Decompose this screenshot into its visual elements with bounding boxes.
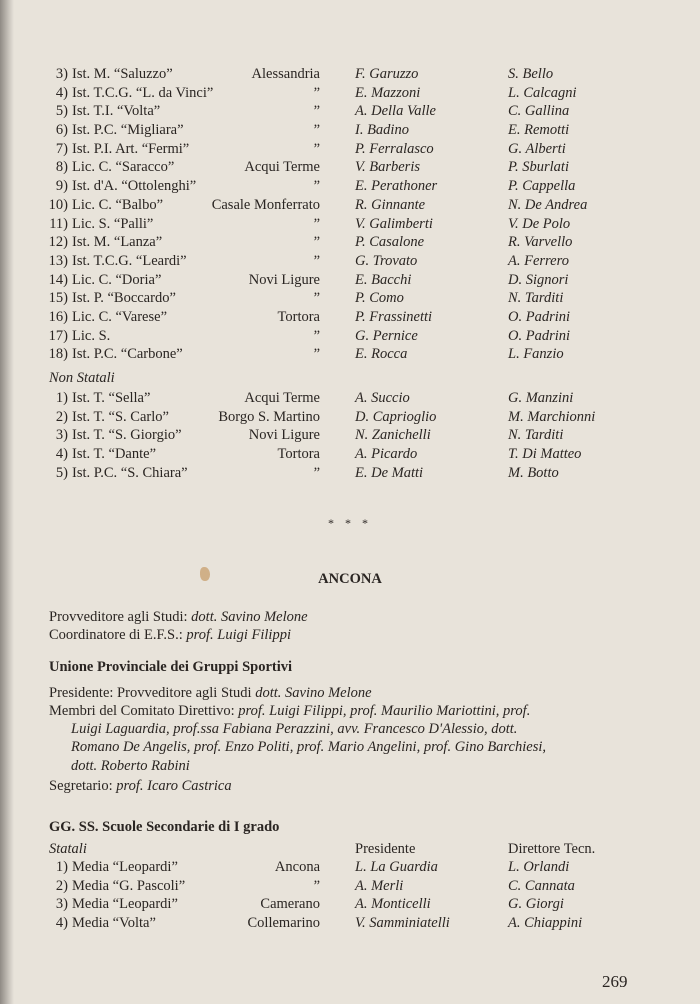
city: ” [313, 252, 320, 269]
table-row [0, 271, 700, 290]
school-name: Lic. S. [72, 327, 111, 344]
director-name: N. Tarditi [508, 427, 564, 444]
city: Camerano [260, 896, 320, 913]
unione-heading: Unione Provinciale dei Gruppi Sportivi [49, 659, 293, 675]
table-row [0, 102, 700, 121]
president-name: A. Picardo [355, 446, 418, 463]
director-name: L. Fanzio [508, 346, 564, 363]
table-row [0, 252, 700, 271]
director-name: N. De Andrea [508, 196, 588, 213]
row-number: 1) [55, 859, 68, 875]
school-name: Lic. C. “Varese” [72, 308, 168, 325]
row-number: 3) [55, 896, 68, 913]
school-name: Media “G. Pascoli” [72, 877, 186, 894]
director-name: N. Tarditi [508, 290, 564, 307]
row-number: 7) [55, 140, 68, 157]
table-row [0, 426, 700, 445]
non-statali-label: Non Statali [49, 370, 115, 386]
table-row [0, 408, 700, 427]
row-number: 3) [55, 66, 68, 82]
gg-list [0, 858, 700, 933]
director-name: G. Giorgi [508, 896, 564, 913]
director-name: C. Gallina [508, 103, 570, 120]
city: Novi Ligure [248, 271, 320, 288]
table-row [0, 895, 700, 914]
city: Ancona [274, 859, 320, 875]
school-name: Media “Volta” [72, 915, 156, 932]
school-name: Lic. C. “Balbo” [72, 196, 164, 213]
table-row [0, 877, 700, 896]
presidente-label: Presidente: Provveditore agli Studi [49, 685, 252, 701]
school-name: Ist. T. “S. Giorgio” [72, 427, 182, 444]
president-name: D. Caprioglio [355, 408, 437, 425]
row-number: 15) [48, 290, 68, 307]
table-row [0, 327, 700, 346]
table-row [0, 308, 700, 327]
row-number: 4) [55, 446, 68, 463]
row-number: 9) [55, 178, 68, 195]
row-number: 3) [55, 427, 68, 444]
school-name: Ist. P.C. “Migliara” [72, 122, 184, 139]
table-row [0, 215, 700, 234]
president-name: V. Samminiatelli [355, 915, 450, 932]
presidente-line [49, 684, 659, 702]
city: Borgo S. Martino [218, 408, 320, 425]
membri-line3: Romano De Angelis, prof. Enzo Politi, prof. Mario Angelini, prof. Gino Barchiesi, [71, 739, 546, 756]
president-name: E. Bacchi [355, 271, 412, 288]
director-name: T. Di Matteo [508, 446, 582, 463]
membri-line4: dott. Roberto Rabini [71, 757, 190, 774]
director-name: M. Botto [508, 464, 559, 481]
presidente-value: dott. Savino Melone [255, 685, 372, 701]
school-name: Ist. P. “Boccardo” [72, 290, 176, 307]
president-name: P. Como [355, 290, 404, 307]
coordinatore-value: prof. Luigi Filippi [186, 627, 291, 643]
city: Tortora [277, 446, 320, 463]
coordinatore-label: Coordinatore di E.F.S.: [49, 627, 183, 643]
school-name: Ist. T. “Dante” [72, 446, 157, 463]
president-name: A. Succio [355, 390, 410, 406]
non-statali-list [0, 389, 700, 482]
row-number: 2) [55, 408, 68, 425]
table-row [0, 158, 700, 177]
school-name: Ist. P.C. “Carbone” [72, 346, 183, 363]
school-name: Ist. T. “S. Carlo” [72, 408, 169, 425]
director-name: G. Manzini [508, 390, 574, 406]
director-name: R. Varvello [508, 234, 573, 251]
table-row [0, 345, 700, 364]
director-name: P. Cappella [508, 178, 576, 195]
city: ” [313, 464, 320, 481]
city: ” [313, 290, 320, 307]
school-name: Lic. C. “Doria” [72, 271, 162, 288]
director-name: V. De Polo [508, 215, 571, 232]
city: Collemarino [247, 915, 320, 932]
city: Acqui Terme [244, 159, 320, 176]
president-name: P. Casalone [355, 234, 425, 251]
table-row [0, 858, 700, 877]
director-name: L. Orlandi [508, 859, 570, 875]
president-name: G. Trovato [355, 252, 418, 269]
president-name: G. Pernice [355, 327, 418, 344]
table-row [0, 289, 700, 308]
president-name: P. Ferralasco [355, 140, 434, 157]
row-number: 8) [55, 159, 68, 176]
segretario-value: prof. Icaro Castrica [116, 778, 232, 794]
provveditore-label: Provveditore agli Studi: [49, 609, 188, 625]
city: ” [313, 234, 320, 251]
row-number: 18) [48, 346, 68, 363]
director-name: P. Sburlati [508, 159, 569, 176]
segretario-label: Segretario: [49, 778, 113, 794]
city: Tortora [277, 308, 320, 325]
director-name: O. Padrini [508, 327, 571, 344]
president-name: I. Badino [355, 122, 409, 139]
city: ” [313, 140, 320, 157]
col-director: Direttore Tecn. [508, 841, 596, 857]
president-name: P. Frassinetti [355, 308, 433, 325]
table-row [0, 140, 700, 159]
director-name: C. Cannata [508, 877, 575, 894]
table-row [0, 914, 700, 933]
director-name: A. Ferrero [508, 252, 569, 269]
president-name: A. Merli [355, 877, 404, 894]
table-row [0, 84, 700, 103]
president-name: A. Monticelli [355, 896, 431, 913]
president-name: E. De Matti [355, 464, 424, 481]
separator: * * * [328, 516, 372, 530]
row-number: 12) [48, 234, 68, 251]
president-name: N. Zanichelli [355, 427, 431, 444]
director-name: G. Alberti [508, 140, 566, 157]
president-name: V. Barberis [355, 159, 420, 176]
row-number: 10) [48, 196, 68, 213]
school-name: Ist. T.I. “Volta” [72, 103, 161, 120]
director-name: M. Marchionni [508, 408, 596, 425]
city: ” [313, 215, 320, 232]
gg-header-row [0, 840, 700, 859]
director-name: L. Calcagni [508, 84, 577, 101]
school-name: Lic. S. “Palli” [72, 215, 154, 232]
table-row [0, 389, 700, 408]
col-president: Presidente [355, 841, 416, 857]
row-number: 4) [55, 84, 68, 101]
city: ” [313, 877, 320, 894]
statali-label: Statali [49, 841, 87, 857]
director-name: O. Padrini [508, 308, 571, 325]
city: ” [313, 346, 320, 363]
president-name: E. Rocca [355, 346, 408, 363]
provveditore-value: dott. Savino Melone [191, 609, 308, 625]
membri-block [49, 702, 659, 775]
director-name: D. Signori [508, 271, 569, 288]
row-number: 16) [48, 308, 68, 325]
row-number: 5) [55, 103, 68, 120]
president-name: L. La Guardia [355, 859, 438, 875]
president-name: R. Ginnante [355, 196, 426, 213]
table-row [0, 177, 700, 196]
row-number: 5) [55, 464, 68, 481]
president-name: F. Garuzzo [355, 66, 419, 82]
row-number: 6) [55, 122, 68, 139]
row-number: 14) [48, 271, 68, 288]
school-name: Ist. M. “Saluzzo” [72, 66, 173, 82]
city: Novi Ligure [248, 427, 320, 444]
province-title: ANCONA [318, 571, 382, 587]
row-number: 4) [55, 915, 68, 932]
table-row [0, 121, 700, 140]
row-number: 2) [55, 877, 68, 894]
city: ” [313, 84, 320, 101]
table-row [0, 196, 700, 215]
president-name: V. Galimberti [355, 215, 433, 232]
city: ” [313, 327, 320, 344]
provveditore-line [49, 608, 659, 626]
row-number: 13) [48, 252, 68, 269]
school-name: Ist. P.C. “S. Chiara” [72, 464, 188, 481]
director-name: A. Chiappini [508, 915, 583, 932]
school-name: Media “Leopardi” [72, 859, 178, 875]
president-name: E. Mazzoni [355, 84, 421, 101]
school-name: Ist. d'A. “Ottolenghi” [72, 178, 197, 195]
school-name: Ist. T. “Sella” [72, 390, 151, 406]
school-name: Media “Leopardi” [72, 896, 178, 913]
row-number: 11) [49, 215, 68, 232]
table-row [0, 445, 700, 464]
city: ” [313, 103, 320, 120]
school-name: Ist. T.C.G. “L. da Vinci” [72, 84, 214, 101]
city: ” [313, 122, 320, 139]
director-name: E. Remotti [508, 122, 570, 139]
city: Alessandria [251, 66, 320, 82]
city: Acqui Terme [244, 390, 320, 406]
row-number: 17) [48, 327, 68, 344]
membri-label: Membri del Comitato Direttivo: [49, 703, 235, 719]
statali-list [0, 65, 700, 364]
table-row [0, 464, 700, 483]
president-name: A. Della Valle [355, 103, 436, 120]
segretario-line [49, 777, 659, 795]
membri-line1: prof. Luigi Filippi, prof. Maurilio Mariottini, prof. [238, 703, 531, 719]
school-name: Lic. C. “Saracco” [72, 159, 175, 176]
school-name: Ist. M. “Lanza” [72, 234, 163, 251]
page-number: 269 [602, 972, 628, 991]
coordinatore-line [49, 626, 659, 644]
president-name: E. Perathoner [355, 178, 438, 195]
membri-line2: Luigi Laguardia, prof.ssa Fabiana Perazzini, avv. Francesco D'Alessio, dott. [71, 721, 518, 738]
city: Casale Monferrato [211, 196, 320, 213]
school-name: Ist. T.C.G. “Leardi” [72, 252, 187, 269]
city: ” [313, 178, 320, 195]
row-number: 1) [55, 390, 68, 406]
gg-heading: GG. SS. Scuole Secondarie di I grado [49, 819, 280, 835]
director-name: S. Bello [508, 66, 554, 82]
table-row [0, 233, 700, 252]
school-name: Ist. P.I. Art. “Fermi” [72, 140, 190, 157]
table-row [0, 65, 700, 84]
